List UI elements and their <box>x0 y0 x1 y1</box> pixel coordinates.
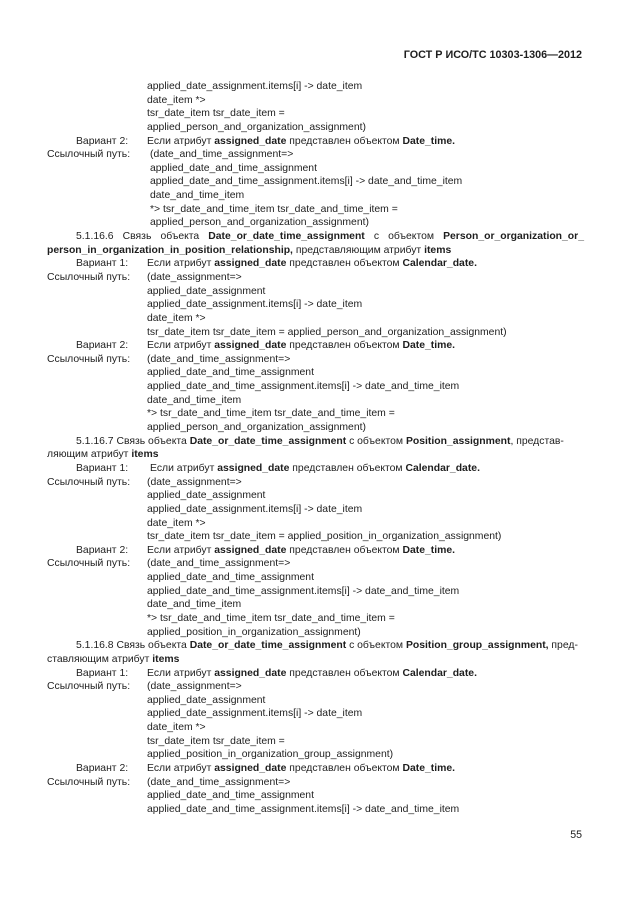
text-line: tsr_date_item tsr_date_item = <box>147 108 285 120</box>
refpath-label: Ссылочный путь: <box>47 149 131 161</box>
text-line: applied_position_in_organization_group_assignment) <box>147 749 394 761</box>
text-line: applied_date_assignment.items[i] -> date_item <box>147 299 363 311</box>
variant-label: Вариант 2: <box>76 340 129 352</box>
text-line: applied_date_and_time_assignment <box>150 162 317 174</box>
document-body <box>47 80 584 817</box>
variant-label: Вариант 2: <box>76 135 129 147</box>
refpath-line: Ссылочный путь: (date_assignment=> <box>47 271 242 283</box>
variant-label: Вариант 1: <box>76 258 129 270</box>
refpath-line: Ссылочный путь: (date_and_time_assignment=> <box>47 558 291 570</box>
text-line: applied_person_and_organization_assignment) <box>150 217 369 229</box>
refpath-label: Ссылочный путь: <box>47 353 131 365</box>
text-line: *> tsr_date_and_time_item tsr_date_and_time_item = <box>147 612 395 624</box>
text-line: applied_date_and_time_assignment.items[i] -> date_and_time_item <box>150 176 463 188</box>
section-heading-5-1-16-6: 5.1.16.6 Связь объекта Date_or_date_time_assignment с объектом Person_or_organization_or_ <box>76 231 584 243</box>
text-line: tsr_date_item tsr_date_item = <box>147 735 285 747</box>
refpath-line: Ссылочный путь: (date_assignment=> <box>47 476 242 488</box>
refpath-line: Ссылочный путь: (date_assignment=> <box>47 681 242 693</box>
text-line: applied_date_and_time_assignment <box>147 367 314 379</box>
text-line: tsr_date_item tsr_date_item = applied_position_in_organization_assignment) <box>147 531 502 543</box>
section-heading-5-1-16-8: 5.1.16.8 Связь объекта Date_or_date_time_assignment с объектом Position_group_assignment, пред- <box>76 640 578 652</box>
variant-line: Вариант 1: Если атрибут assigned_date представлен объектом Calendar_date. <box>47 667 584 681</box>
variant-label: Вариант 2: <box>76 763 129 775</box>
text-line: applied_date_assignment.items[i] -> date_item <box>147 708 363 720</box>
text-line: applied_position_in_organization_assignment) <box>147 626 361 638</box>
text-line: applied_date_and_time_assignment.items[i] -> date_and_time_item <box>147 803 460 815</box>
text-line: date_and_time_item <box>147 394 242 406</box>
text-line: applied_person_and_organization_assignment) <box>147 121 366 133</box>
variant-line: Вариант 2: Если атрибут assigned_date представлен объектом Date_time. <box>47 544 584 558</box>
text-line: *> tsr_date_and_time_item tsr_date_and_time_item = <box>150 203 398 215</box>
refpath-label: Ссылочный путь: <box>47 558 131 570</box>
variant-line: Вариант 2: Если атрибут assigned_date представлен объектом Date_time. <box>47 135 584 149</box>
page-number: 55 <box>570 829 582 841</box>
variant-label: Вариант 1: <box>76 462 129 474</box>
variant-label: Вариант 2: <box>76 544 129 556</box>
text-line: date_and_time_item <box>147 599 242 611</box>
variant-line: Вариант 1: Если атрибут assigned_date представлен объектом Calendar_date. <box>47 257 584 271</box>
variant-line: Вариант 2: Если атрибут assigned_date представлен объектом Date_time. <box>47 762 584 776</box>
text-line: applied_date_and_time_assignment.items[i] -> date_and_time_item <box>147 381 460 393</box>
text-line: date_item *> <box>147 94 206 106</box>
text-line: applied_date_and_time_assignment.items[i] -> date_and_time_item <box>147 585 460 597</box>
variant-line: Вариант 2: Если атрибут assigned_date представлен объектом Date_time. <box>47 339 584 353</box>
refpath-label: Ссылочный путь: <box>47 776 131 788</box>
text-line: applied_date_assignment.items[i] -> date_item <box>147 81 363 92</box>
section-heading-continuation: person_in_organization_in_position_relationship, представляющим атрибут items <box>47 244 452 256</box>
refpath-line: Ссылочный путь: (date_and_time_assignment=> <box>47 149 294 161</box>
text-line: applied_person_and_organization_assignment) <box>147 422 366 434</box>
refpath-line: Ссылочный путь: (date_and_time_assignment=> <box>47 776 291 788</box>
text-line: applied_date_assignment.items[i] -> date_item <box>147 503 363 515</box>
text-line: applied_date_and_time_assignment <box>147 790 314 802</box>
refpath-line: Ссылочный путь: (date_and_time_assignment=> <box>47 353 291 365</box>
text-line: date_item *> <box>147 312 206 324</box>
variant-line: Вариант 1: Если атрибут assigned_date представлен объектом Calendar_date. <box>47 462 584 476</box>
text-line: applied_date_assignment <box>147 694 266 706</box>
section-heading-5-1-16-7: 5.1.16.7 Связь объекта Date_or_date_time_assignment с объектом Position_assignment, представ- <box>76 435 564 447</box>
text-line: tsr_date_item tsr_date_item = applied_person_and_organization_assignment) <box>147 326 507 338</box>
refpath-label: Ссылочный путь: <box>47 681 131 693</box>
variant-label: Вариант 1: <box>76 667 129 679</box>
text-line: *> tsr_date_and_time_item tsr_date_and_time_item = <box>147 408 395 420</box>
refpath-label: Ссылочный путь: <box>47 476 131 488</box>
refpath-label: Ссылочный путь: <box>47 271 131 283</box>
text-line: date_item *> <box>147 517 206 529</box>
document-header: ГОСТ Р ИСО/ТС 10303-1306—2012 <box>403 49 582 61</box>
text-line: applied_date_assignment <box>147 285 266 297</box>
text-line: applied_date_assignment <box>147 490 266 502</box>
text-line: applied_date_and_time_assignment <box>147 572 314 584</box>
section-heading-continuation: ставляющим атрибут items <box>47 653 180 665</box>
text-line: date_item *> <box>147 722 206 734</box>
section-heading-continuation: ляющим атрибут items <box>47 449 159 461</box>
text-line: date_and_time_item <box>150 190 245 202</box>
